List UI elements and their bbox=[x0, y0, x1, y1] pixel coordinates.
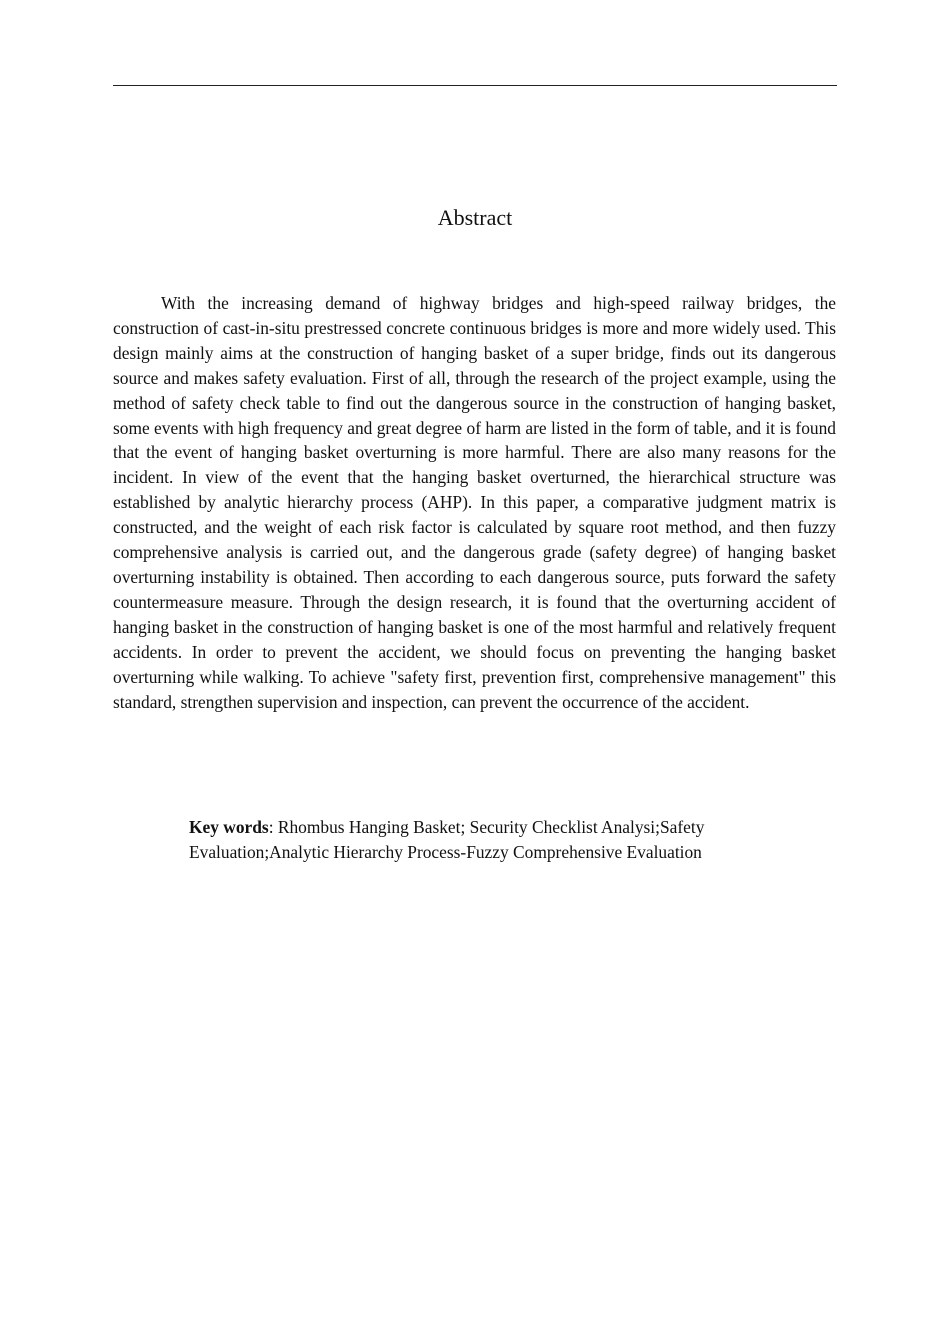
keywords-label: Key words bbox=[189, 817, 269, 837]
header-rule bbox=[113, 85, 837, 86]
keywords-line bbox=[189, 815, 789, 865]
keywords-separator: : bbox=[268, 817, 278, 837]
page-title: Abstract bbox=[437, 205, 513, 230]
abstract-paragraph: With the increasing demand of highway bridges and high-speed railway bridges, the construction of cast-in-situ prestressed concrete continuous bridges is more and more widely used. This design mainly aims at the construction of hanging basket of a super bridge, finds out its dangerous source and makes safety evaluation. First of all, through the research of the project example, using the method of safety check table to find out the dangerous source in the construction of hanging basket, some events with high frequency and great degree of harm are listed in the form of table, and it is found that the event of hanging basket overturning is more harmful. There are also many reasons for the incident. In view of the event that the hanging basket overturned, the hierarchical structure was established by analytic hierarchy process (AHP). In this paper, a comparative judgment matrix is constructed, and the weight of each risk factor is calculated by square root method, and then fuzzy comprehensive analysis is carried out, and the dangerous grade (safety degree) of hanging basket overturning instability is obtained. Then according to each dangerous source, puts forward the safety countermeasure measure. Through the design research, it is found that the overturning accident of hanging basket in the construction of hanging basket is one of the most harmful and relatively frequent accidents. In order to prevent the accident, we should focus on preventing the hanging basket overturning while walking. To achieve "safety first, prevention first, comprehensive management" this standard, strengthen supervision and inspection, can prevent the occurrence of the accident. bbox=[113, 293, 836, 712]
keywords-text: Rhombus Hanging Basket; Security Checklist Analysi;Safety Evaluation;Analytic Hierarchy Process-Fuzzy Comprehensive Evaluation bbox=[189, 817, 705, 862]
